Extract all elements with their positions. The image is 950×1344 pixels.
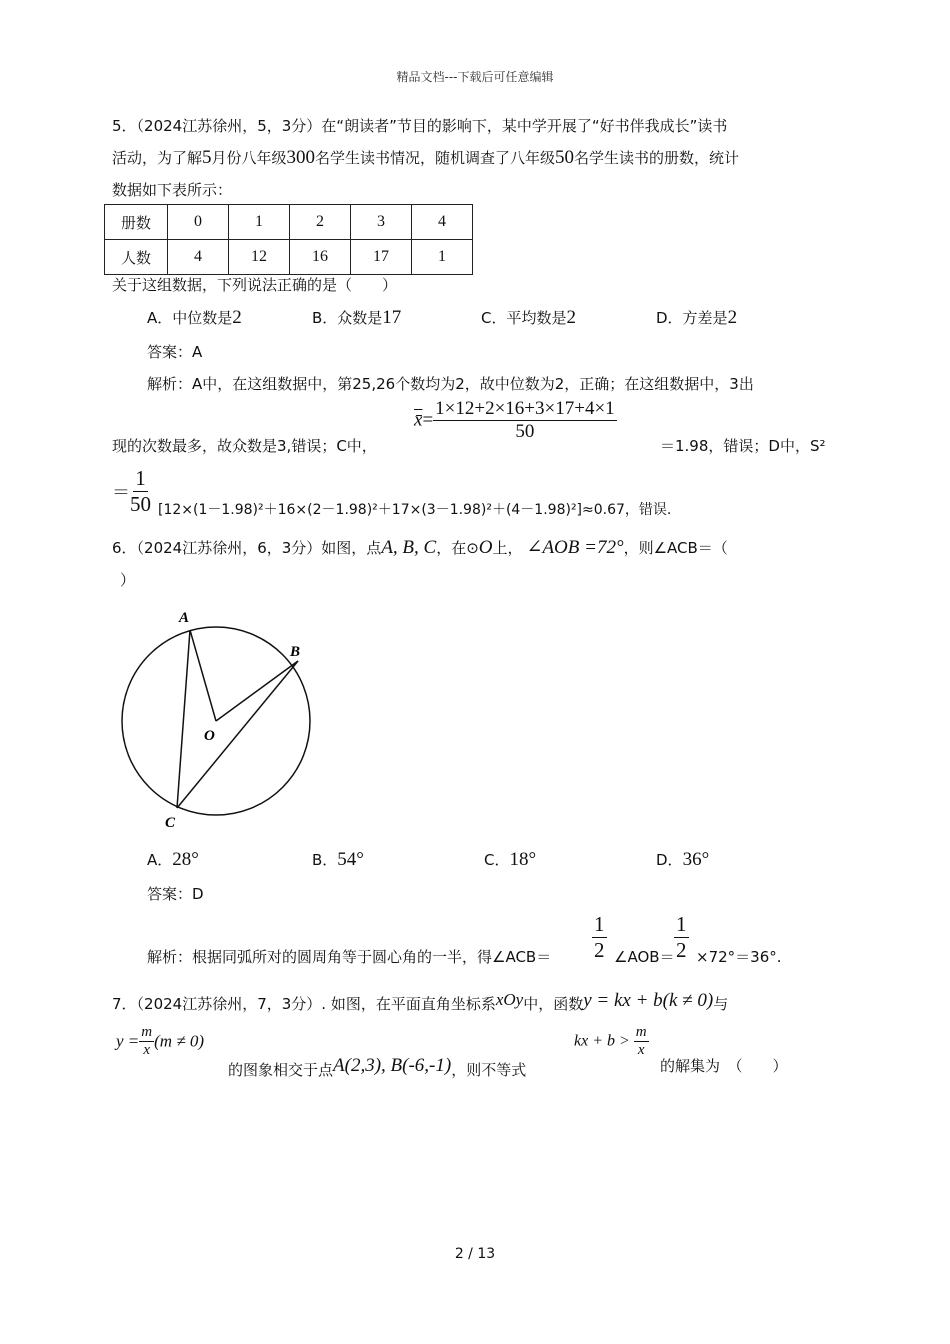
q7-line1: 7．（2024江苏徐州，7，3分）. 如图，在平面直角坐标系xOy中，函数y = kx + b(k ≠ 0)与 (112, 990, 729, 1013)
page-header: 精品文档---下载后可任意编辑 (396, 70, 554, 84)
mean-formula: x̄= $\frac{1\times 12+2\times 16+3\times 17+4\times 1}{50}$ (414, 398, 615, 442)
table-cell: 17 (351, 240, 412, 275)
variance-formula: ＝ $\frac{1}{50}$ (112, 466, 151, 516)
q5-option-d: D．方差是2 (656, 307, 738, 328)
segment-ao (190, 630, 216, 721)
label-a: A (179, 610, 190, 626)
q5-answer: 答案：A (147, 343, 203, 361)
half-fraction-1: $\frac{1}{2}$ (594, 912, 605, 962)
q5-option-b: B．众数是17 (312, 307, 402, 328)
table-cell: 3 (351, 205, 412, 240)
q6-analysis-a: 解析：根据同弧所对的圆周角等于圆心角的一半，得∠ACB＝ (147, 948, 552, 966)
table-cell: 1 (412, 240, 473, 275)
label-b: B (290, 644, 301, 660)
q6-analysis-b: ∠AOB＝ (614, 948, 675, 966)
segment-cb (177, 661, 298, 808)
q7-inequality: kx + b > $\frac{m}{x}$ (574, 1024, 647, 1058)
table-cell: 0 (168, 205, 229, 240)
q6-line1: 6．（2024江苏徐州，6，3分）如图，点A, B, C，在⊙O上， ∠AOB =72°，则∠ACB＝（ (112, 537, 728, 558)
variance-expression: [12×(1－1.98)²＋16×(2－1.98)²＋17×(3－1.98)²＋(4－1.98)²]≈0.67，错误. (158, 502, 672, 518)
circle-figure (110, 600, 340, 840)
table-cell: 4 (168, 240, 229, 275)
table-row (105, 240, 473, 275)
q6-analysis-c: ×72°＝36°. (696, 948, 782, 966)
q6-option-b: B．54° (312, 849, 364, 870)
q5-stem: 关于这组数据，下列说法正确的是（ ） (112, 276, 398, 294)
q6-answer: 答案：D (147, 885, 204, 903)
table-row-label: 册数 (105, 205, 168, 240)
q5-line1: 5．（2024江苏徐州，5，3分）在“朗读者”节目的影响下，某中学开展了“好书伴我成长”读书 (112, 117, 728, 135)
table-row-label: 人数 (105, 240, 168, 275)
segment-ac (177, 630, 190, 808)
q5-option-a: A．中位数是2 (147, 307, 242, 328)
q6-option-d: D．36° (656, 849, 710, 870)
table-cell: 4 (412, 205, 473, 240)
q7-line2-end: 的解集为 （ ） (660, 1057, 788, 1075)
q5-analysis-line2: 现的次数最多，故众数是3,错误；C中， (112, 437, 377, 455)
page-number: 2 / 13 (454, 1246, 496, 1262)
table-cell: 16 (290, 240, 351, 275)
table-cell: 12 (229, 240, 290, 275)
q7-func2: y = $\frac{m}{x}$ (m ≠ 0) (116, 1024, 205, 1058)
q6-option-c: C．18° (484, 849, 537, 870)
q6-option-a: A．28° (147, 849, 199, 870)
table-cell: 2 (290, 205, 351, 240)
q5-option-c: C．平均数是2 (481, 307, 576, 328)
q5-data-table (104, 204, 473, 275)
q5-analysis-line1: 解析：A中，在这组数据中，第25,26个数均为2，故中位数为2，正确；在这组数据中，3出 (147, 375, 754, 393)
mean-result: ＝1.98，错误；D中，S² (660, 437, 826, 455)
q7-line2: 的图象相交于点A(2,3), B(-6,-1)，则不等式 (228, 1055, 527, 1079)
q5-line3: 数据如下表所示： (112, 181, 233, 199)
q6-line2: ） (120, 571, 136, 589)
table-row (105, 205, 473, 240)
label-o: O (204, 728, 215, 744)
label-c: C (165, 815, 176, 831)
q5-line2: 活动，为了解5月份八年级300名学生读书情况，随机调查了八年级50名学生读书的册数，统计 (112, 147, 740, 168)
half-fraction-2: $\frac{1}{2}$ (676, 912, 687, 962)
table-cell: 1 (229, 205, 290, 240)
segment-ob (216, 661, 298, 721)
